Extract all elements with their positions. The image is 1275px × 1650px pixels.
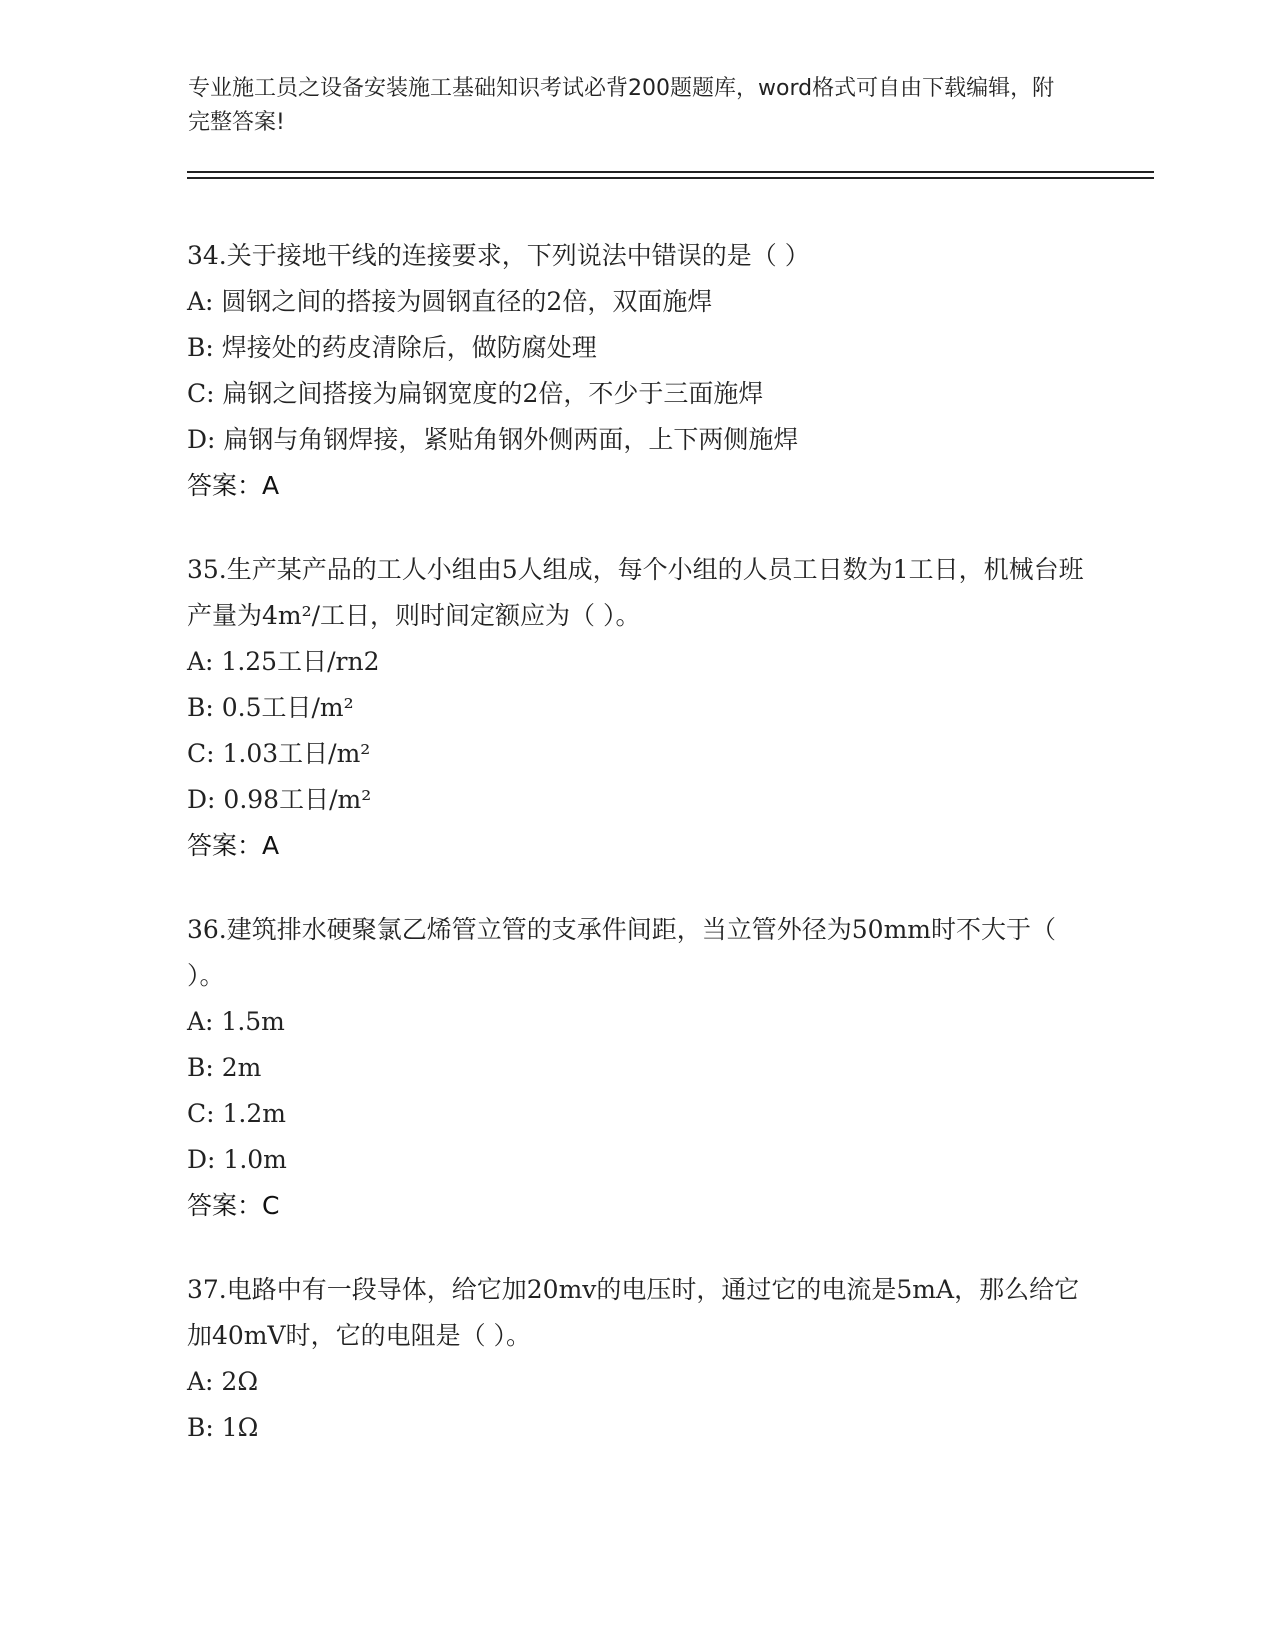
question-stem: 37.电路中有一段导体，给它加20mv的电压时，通过它的电流是5mA，那么给它加40mV时，它的电阻是（ ）。 xyxy=(187,1275,1080,1350)
option-b: B: 1Ω xyxy=(187,1413,259,1442)
option-c: C: 1.03工日/m² xyxy=(187,739,371,768)
option-b: B: 焊接处的药皮清除后，做防腐处理 xyxy=(187,333,597,362)
header-rule-bottom xyxy=(187,177,1154,179)
answer-line: 答案：A xyxy=(187,471,280,500)
option-d: D: 扁钢与角钢焊接，紧贴角钢外侧两面，上下两侧施焊 xyxy=(187,425,799,454)
question-36 xyxy=(187,907,1087,1229)
option-c: C: 扁钢之间搭接为扁钢宽度的2倍，不少于三面施焊 xyxy=(187,379,764,408)
question-stem: 35.生产某产品的工人小组由5人组成，每个小组的人员工日数为1工日，机械台班产量为4m²/工日，则时间定额应为（ ）。 xyxy=(187,555,1084,630)
option-d: D: 1.0m xyxy=(187,1145,287,1174)
question-list xyxy=(187,233,1087,1489)
answer-line: 答案：C xyxy=(187,1191,280,1220)
option-b: B: 2m xyxy=(187,1053,262,1082)
option-a: A: 2Ω xyxy=(187,1367,259,1396)
question-37 xyxy=(187,1267,1087,1451)
header-rule-top xyxy=(187,171,1154,173)
option-a: A: 1.25工日/rn2 xyxy=(187,647,380,676)
option-c: C: 1.2m xyxy=(187,1099,286,1128)
question-34 xyxy=(187,233,1087,509)
document-header: 专业施工员之设备安装施工基础知识考试必背200题题库，word格式可自由下载编辑，附完整答案! xyxy=(188,76,1055,135)
option-a: A: 1.5m xyxy=(187,1007,285,1036)
question-35 xyxy=(187,547,1087,869)
option-d: D: 0.98工日/m² xyxy=(187,785,372,814)
question-stem: 34.关于接地干线的连接要求，下列说法中错误的是（ ） xyxy=(187,241,810,270)
option-a: A: 圆钢之间的搭接为圆钢直径的2倍，双面施焊 xyxy=(187,287,713,316)
answer-line: 答案：A xyxy=(187,831,280,860)
option-b: B: 0.5工日/m² xyxy=(187,693,354,722)
question-stem: 36.建筑排水硬聚氯乙烯管立管的支承件间距，当立管外径为50mm时不大于（ ）。 xyxy=(187,915,1056,990)
